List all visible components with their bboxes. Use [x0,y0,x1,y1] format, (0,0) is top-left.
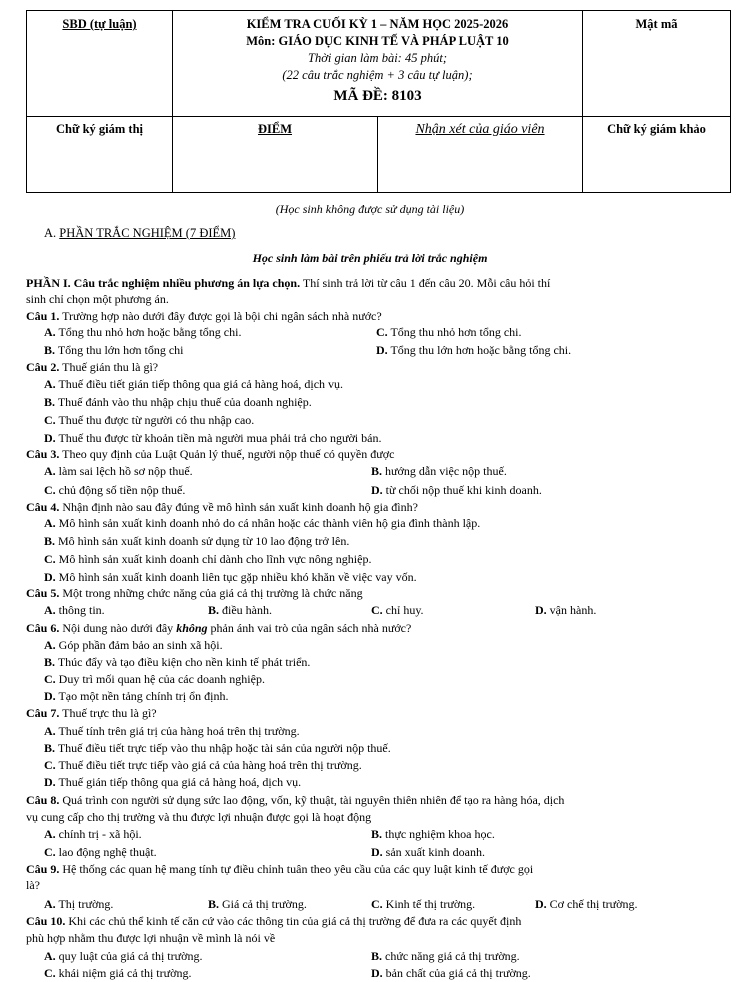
q3-option-c[interactable]: C. chủ động số tiền nộp thuế. [44,483,186,497]
q7-option-a[interactable]: A. Thuế tính trên giá trị của hàng hoá trên thị trường. [44,724,300,738]
question-4: Câu 4. Nhận định nào sau đây đúng về mô hình sản xuất kinh doanh hộ gia đình? [26,500,418,514]
question-1 [26,309,382,323]
question-3: Câu 3. Theo quy định của Luật Quản lý thuế, người nộp thuế có quyền được [26,447,395,461]
examiner-signature-cell [583,117,731,193]
no-materials-note: (Học sinh không được sử dụng tài liệu) [275,202,465,216]
q10-option-c[interactable]: C. khái niệm giá cả thị trường. [44,966,192,980]
q9-option-a[interactable]: A. Thị trường. [44,897,114,911]
exam-question-count: (22 câu trắc nghiệm + 3 câu tự luận); [282,68,473,82]
question-7: Câu 7. Thuế trực thu là gì? [26,706,157,720]
q5-option-b[interactable]: B. điều hành. [208,603,273,617]
q2-option-c[interactable]: C. Thuế thu được từ người có thu nhập cao. [44,413,255,427]
exam-code: MÃ ĐỀ: 8103 [333,88,422,104]
q4-option-a[interactable]: A. Mô hình sản xuất kinh doanh nhỏ do cá nhân hoặc các thành viên hộ gia đình thành lập. [44,516,481,530]
q8-option-d[interactable]: D. sản xuất kinh doanh. [371,845,485,859]
score-label: ĐIỂM [257,122,293,136]
q4-option-d[interactable]: D. Mô hình sản xuất kinh doanh liên tục gặp nhiều khó khăn về việc vay vốn. [44,570,417,584]
q9-option-d[interactable]: D. Cơ chế thị trường. [535,897,638,911]
q4-option-c[interactable]: C. Mô hình sản xuất kinh doanh chỉ dành cho lĩnh vực nông nghiệp. [44,552,372,566]
exam-info-cell [173,11,583,117]
secret-code-cell [583,11,731,117]
sbd-cell [27,11,173,117]
q10-option-d[interactable]: D. bản chất của giá cả thị trường. [371,966,531,980]
part1-intro-line2: sinh chỉ chọn một phương án. [26,292,169,306]
q5-option-d[interactable]: D. vận hành. [535,603,597,617]
q2-option-b[interactable]: B. Thuế đánh vào thu nhập chịu thuế của doanh nghiệp. [44,395,312,409]
question-2: Câu 2. Thuế gián thu là gì? [26,360,159,374]
secret-code-label: Mật mã [635,17,678,31]
question-8-cont: vụ cung cấp cho thị trường và thu được lợi nhuận được gọi là hoạt động [26,810,372,824]
q2-option-d[interactable]: D. Thuế thu được từ khoản tiền mà người mua phải trả cho người bán. [44,431,382,445]
q5-option-a[interactable]: A. thông tin. [44,603,105,617]
question-number: Câu 1. [26,309,60,323]
teacher-comment-cell [378,117,583,193]
section-a-instruction: Học sinh làm bài trên phiếu trả lời trắc nghiệm [252,251,488,265]
proctor-signature-cell [27,117,173,193]
q3-option-b[interactable]: B. hướng dẫn việc nộp thuế. [371,464,507,478]
q6-option-a[interactable]: A. Góp phần đảm bảo an sinh xã hội. [44,638,223,652]
q6-option-d[interactable]: D. Tạo một nền tảng chính trị ổn định. [44,689,229,703]
q2-option-a[interactable]: A. Thuế điều tiết gián tiếp thông qua giá cả hàng hoá, dịch vụ. [44,377,344,391]
part1-text: Thí sinh trả lời từ câu 1 đến câu 20. Mỗi câu hỏi thí [300,276,551,290]
section-a-prefix: A. [44,226,57,240]
question-8: Câu 8. Quá trình con người sử dụng sức lao động, vốn, kỹ thuật, tài nguyên thiên nhiên để tạo ra hàng hóa, dịch [26,793,565,807]
q6-option-b[interactable]: B. Thúc đẩy và tạo điều kiện cho nền kinh tế phát triển. [44,655,311,669]
q6-option-c[interactable]: C. Duy trì mối quan hệ của các doanh nghiệp. [44,672,265,686]
q1-option-c[interactable]: C. Tổng thu nhỏ hơn tổng chi. [376,325,522,339]
q1-option-a[interactable]: A. Tổng thu nhỏ hơn hoặc bằng tổng chi. [44,325,242,339]
question-5: Câu 5. Một trong những chức năng của giá cả thị trường là chức năng [26,586,363,600]
q9-option-c[interactable]: C. Kinh tế thị trường. [371,897,476,911]
exam-subject: Môn: GIÁO DỤC KINH TẾ VÀ PHÁP LUẬT 10 [246,34,509,48]
q4-option-b[interactable]: B. Mô hình sản xuất kinh doanh sử dụng từ 10 lao động trở lên. [44,534,350,548]
q3-option-a[interactable]: A. làm sai lệch hồ sơ nộp thuế. [44,464,193,478]
section-a-heading [44,226,235,240]
q7-option-c[interactable]: C. Thuế điều tiết trực tiếp vào giá cả của hàng hoá trên thị trường. [44,758,362,772]
exam-header-table [26,10,731,193]
question-text: Trường hợp nào dưới đây được gọi là bội chi ngân sách nhà nước? [59,309,382,323]
part1-label: PHẦN I. Câu trắc nghiệm nhiều phương án lựa chọn. [26,276,301,290]
q7-option-d[interactable]: D. Thuế gián tiếp thông qua giá cả hàng hoá, dịch vụ. [44,775,302,789]
q8-option-b[interactable]: B. thực nghiệm khoa học. [371,827,495,841]
q10-option-a[interactable]: A. quy luật của giá cả thị trường. [44,949,203,963]
q1-option-b[interactable]: B. Tổng thu lớn hơn tổng chi [44,343,184,357]
q10-option-b[interactable]: B. chức năng giá cả thị trường. [371,949,520,963]
proctor-signature-label: Chữ ký giám thị [55,122,144,136]
sbd-label: SBD (tự luận) [62,17,137,31]
question-6: Câu 6. Nội dung nào dưới đây không phản ánh vai trò của ngân sách nhà nước? [26,621,412,635]
q8-option-a[interactable]: A. chính trị - xã hội. [44,827,142,841]
exam-title: KIỂM TRA CUỐI KỲ 1 – NĂM HỌC 2025-2026 [246,17,509,31]
question-9-cont: là? [26,878,40,892]
q8-option-c[interactable]: C. lao động nghệ thuật. [44,845,157,859]
exam-time: Thời gian làm bài: 45 phút; [308,51,447,65]
q5-option-c[interactable]: C. chỉ huy. [371,603,424,617]
q9-option-b[interactable]: B. Giá cả thị trường. [208,897,307,911]
q7-option-b[interactable]: B. Thuế điều tiết trực tiếp vào thu nhập hoặc tài sản của người nộp thuế. [44,741,391,755]
question-9: Câu 9. Hệ thống các quan hệ mang tính tự điều chỉnh tuân theo yêu cầu của các quy luật kinh tế được gọi [26,862,534,876]
part1-intro-line1 [26,276,550,290]
section-a-title: PHẦN TRẮC NGHIỆM (7 ĐIỂM) [59,226,236,240]
score-cell [173,117,378,193]
q1-option-d[interactable]: D. Tổng thu lớn hơn hoặc bằng tổng chi. [376,343,572,357]
q3-option-d[interactable]: D. từ chối nộp thuế khi kinh doanh. [371,483,542,497]
question-10-cont: phù hợp nhằm thu được lợi nhuận về mình là nói về [26,931,276,945]
question-10: Câu 10. Khi các chủ thể kinh tế căn cứ vào các thông tin của giá cả thị trường để đưa ra các quyết định [26,914,522,928]
teacher-comment-label: Nhận xét của giáo viên [415,122,545,137]
examiner-signature-label: Chữ ký giám khảo [607,122,706,136]
